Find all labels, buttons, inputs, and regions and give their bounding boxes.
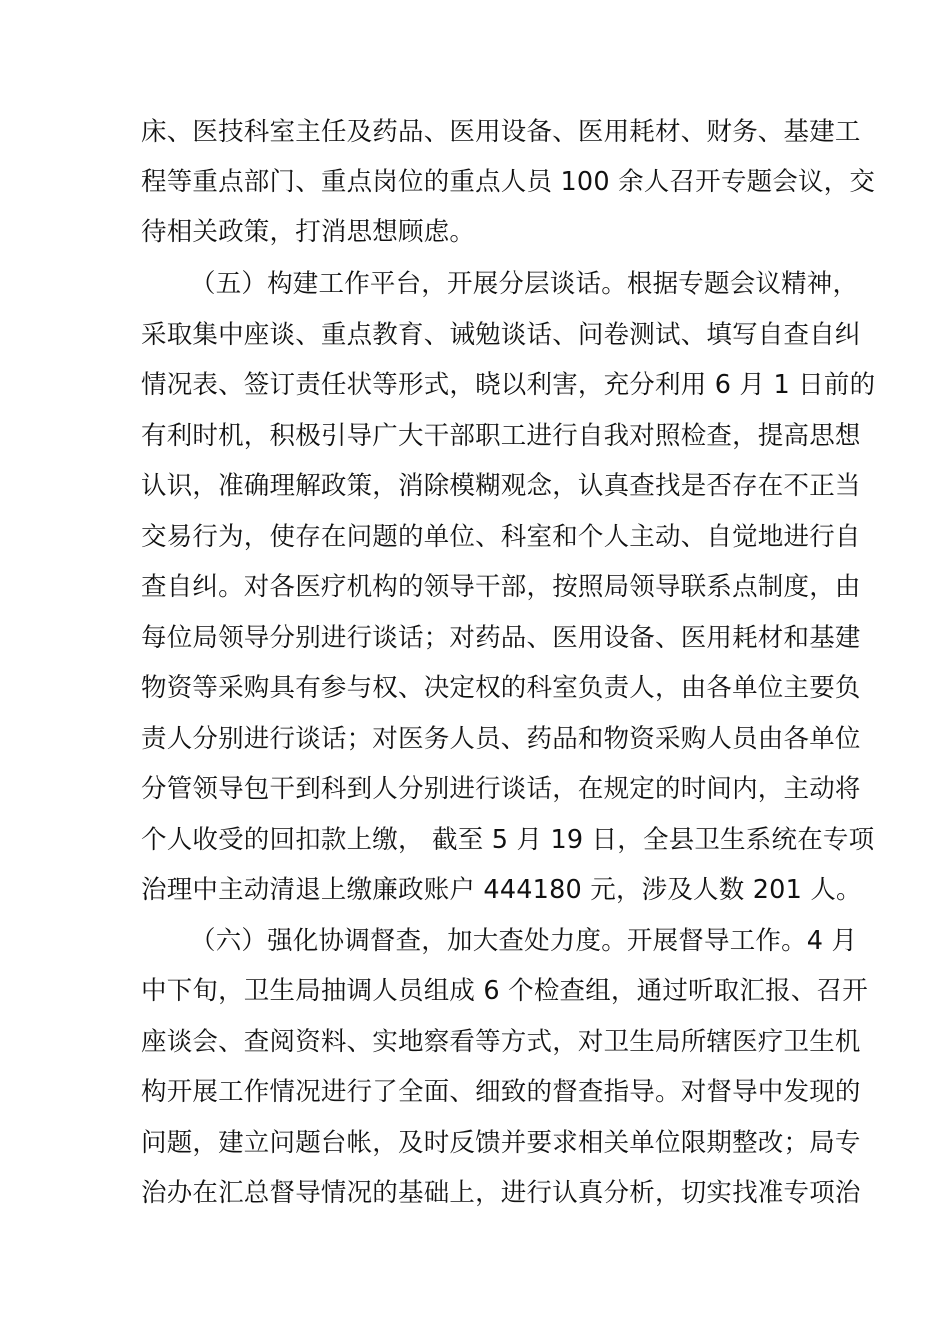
text-line-3: 待相关政策，打消思想顾虑。 xyxy=(141,217,476,247)
text-line-10: 查自纠。对各医疗机构的领导干部，按照局领导联系点制度，由 xyxy=(141,572,861,602)
text-line-5: 采取集中座谈、重点教育、诫勉谈话、问卷测试、填写自查自纠 xyxy=(141,320,861,350)
text-line-21: 问题，建立问题台帐，及时反馈并要求相关单位限期整改；局专 xyxy=(141,1128,861,1158)
text-line-7: 有利时机，积极引导广大干部职工进行自我对照检查，提高思想 xyxy=(141,421,861,451)
text-line-9: 交易行为，使存在问题的单位、科室和个人主动、自觉地进行自 xyxy=(141,522,861,552)
text-line-6: 情况表、签订责任状等形式，晓以利害，充分利用 6 月 1 日前的 xyxy=(141,370,876,400)
text-line-14: 分管领导包干到科到人分别进行谈话，在规定的时间内，主动将 xyxy=(141,774,861,804)
text-line-18: 中下旬，卫生局抽调人员组成 6 个检查组，通过听取汇报、召开 xyxy=(141,976,868,1006)
text-line-2: 程等重点部门、重点岗位的重点人员 100 余人召开专题会议，交 xyxy=(141,167,876,197)
paragraph-5-heading-line: （五）构建工作平台，开展分层谈话。根据专题会议精神， xyxy=(190,269,859,299)
text-line-22: 治办在汇总督导情况的基础上，进行认真分析，切实找准专项治 xyxy=(141,1178,861,1208)
text-line-1: 床、医技科室主任及药品、医用设备、医用耗材、财务、基建工 xyxy=(141,117,861,147)
text-line-8: 认识，准确理解政策，消除模糊观念，认真查找是否存在不正当 xyxy=(141,471,861,501)
paragraph-6-heading-line: （六）强化协调督查，加大查处力度。开展督导工作。4 月 xyxy=(190,926,858,956)
text-line-13: 责人分别进行谈话；对医务人员、药品和物资采购人员由各单位 xyxy=(141,724,861,754)
text-line-11: 每位局领导分别进行谈话；对药品、医用设备、医用耗材和基建 xyxy=(141,623,861,653)
text-line-12: 物资等采购具有参与权、决定权的科室负责人，由各单位主要负 xyxy=(141,673,861,703)
text-line-19: 座谈会、查阅资料、实地察看等方式，对卫生局所辖医疗卫生机 xyxy=(141,1027,861,1057)
text-line-16: 治理中主动清退上缴廉政账户 444180 元，涉及人数 201 人。 xyxy=(141,875,862,905)
text-line-20: 构开展工作情况进行了全面、细致的督查指导。对督导中发现的 xyxy=(141,1077,861,1107)
text-line-15: 个人收受的回扣款上缴， 截至 5 月 19 日，全县卫生系统在专项 xyxy=(141,825,875,855)
